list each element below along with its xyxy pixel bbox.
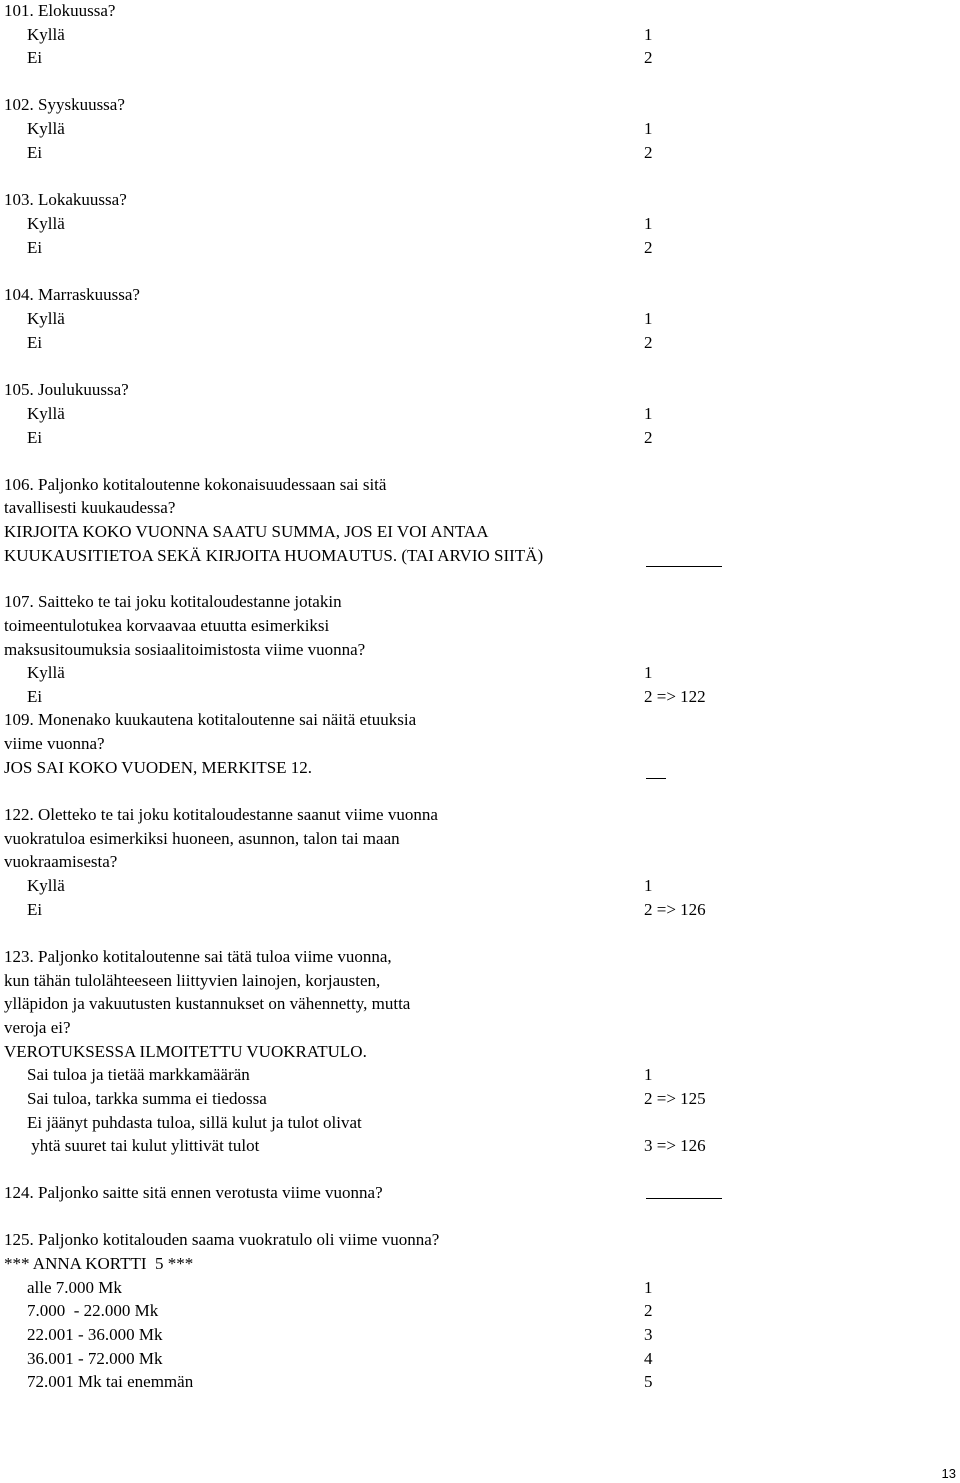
q107-line-1: 107. Saitteko te tai joku kotitaloudestanne jotakin <box>4 592 342 611</box>
q125-option-1: alle 7.000 Mk <box>27 1278 122 1297</box>
page-number: 13 <box>941 1466 956 1481</box>
q104-code-yes: 1 <box>644 309 653 328</box>
q122-option-yes: Kyllä <box>27 876 65 895</box>
q123-line-1: 123. Paljonko kotitaloutenne sai tätä tuloa viime vuonna, <box>4 947 392 966</box>
q106-instruction-2: KUUKAUSITIETOA SEKÄ KIRJOITA HUOMAUTUS. (TAI ARVIO SIITÄ) <box>4 546 544 565</box>
q104-title: 104. Marraskuussa? <box>4 285 140 304</box>
q122-code-yes: 1 <box>644 876 653 895</box>
q106-answer-blank[interactable] <box>646 566 722 567</box>
q123-code-3: 3 => 126 <box>644 1136 706 1155</box>
q109-line-2: viime vuonna? <box>4 734 105 753</box>
q109-instruction: JOS SAI KOKO VUODEN, MERKITSE 12. <box>4 758 313 777</box>
q102-title: 102. Syyskuussa? <box>4 95 125 114</box>
q124-title: 124. Paljonko saitte sitä ennen verotusta viime vuonna? <box>4 1183 383 1202</box>
q125-option-5: 72.001 Mk tai enemmän <box>27 1372 194 1391</box>
q109-line-1: 109. Monenako kuukautena kotitaloutenne sai näitä etuuksia <box>4 710 417 729</box>
q107-code-no: 2 => 122 <box>644 687 706 706</box>
q123-line-4: veroja ei? <box>4 1018 71 1037</box>
q125-code-2: 2 <box>644 1301 653 1320</box>
q104-option-yes: Kyllä <box>27 309 65 328</box>
q106-line-2: tavallisesti kuukaudessa? <box>4 498 176 517</box>
q123-code-1: 1 <box>644 1065 653 1084</box>
q102-option-no: Ei <box>27 143 43 162</box>
q125-option-2: 7.000 - 22.000 Mk <box>27 1301 159 1320</box>
q103-code-yes: 1 <box>644 214 653 233</box>
q101-code-yes: 1 <box>644 25 653 44</box>
q106-instruction-1: KIRJOITA KOKO VUONNA SAATU SUMMA, JOS EI VOI ANTAA <box>4 522 489 541</box>
q104-code-no: 2 <box>644 333 653 352</box>
q106-line-1: 106. Paljonko kotitaloutenne kokonaisuudessaan sai sitä <box>4 475 387 494</box>
q122-line-3: vuokraamisesta? <box>4 852 118 871</box>
q107-line-2: toimeentulotukea korvaavaa etuutta esimerkiksi <box>4 616 330 635</box>
q123-option-1: Sai tuloa ja tietää markkamäärän <box>27 1065 250 1084</box>
q109-answer-blank[interactable] <box>646 778 666 779</box>
q122-line-2: vuokratuloa esimerkiksi huoneen, asunnon, talon tai maan <box>4 829 400 848</box>
q125-code-4: 4 <box>644 1349 653 1368</box>
q104-option-no: Ei <box>27 333 43 352</box>
q102-option-yes: Kyllä <box>27 119 65 138</box>
q102-code-yes: 1 <box>644 119 653 138</box>
q102-code-no: 2 <box>644 143 653 162</box>
q107-line-3: maksusitoumuksia sosiaalitoimistosta viime vuonna? <box>4 640 366 659</box>
q123-instruction: VEROTUKSESSA ILMOITETTU VUOKRATULO. <box>4 1042 367 1061</box>
q101-option-yes: Kyllä <box>27 25 65 44</box>
q125-option-4: 36.001 - 72.000 Mk <box>27 1349 163 1368</box>
q103-code-no: 2 <box>644 238 653 257</box>
q125-code-5: 5 <box>644 1372 653 1391</box>
q105-code-yes: 1 <box>644 404 653 423</box>
q105-title: 105. Joulukuussa? <box>4 380 129 399</box>
q101-code-no: 2 <box>644 48 653 67</box>
q124-answer-blank[interactable] <box>646 1198 722 1199</box>
q125-code-3: 3 <box>644 1325 653 1344</box>
q122-line-1: 122. Oletteko te tai joku kotitaloudestanne saanut viime vuonna <box>4 805 438 824</box>
q123-code-2: 2 => 125 <box>644 1089 706 1108</box>
q103-option-no: Ei <box>27 238 43 257</box>
q107-option-no: Ei <box>27 687 43 706</box>
q107-option-yes: Kyllä <box>27 663 65 682</box>
q125-card-instruction: *** ANNA KORTTI 5 *** <box>4 1254 194 1273</box>
q105-option-no: Ei <box>27 428 43 447</box>
q122-code-no: 2 => 126 <box>644 900 706 919</box>
q105-option-yes: Kyllä <box>27 404 65 423</box>
q105-code-no: 2 <box>644 428 653 447</box>
q125-code-1: 1 <box>644 1278 653 1297</box>
q101-option-no: Ei <box>27 48 43 67</box>
q123-option-3-line-1: Ei jäänyt puhdasta tuloa, sillä kulut ja tulot olivat <box>27 1113 362 1132</box>
q125-option-3: 22.001 - 36.000 Mk <box>27 1325 163 1344</box>
q123-line-2: kun tähän tulolähteeseen liittyvien lainojen, korjausten, <box>4 971 381 990</box>
q122-option-no: Ei <box>27 900 43 919</box>
q103-option-yes: Kyllä <box>27 214 65 233</box>
q123-option-3-line-2: yhtä suuret tai kulut ylittivät tulot <box>27 1136 260 1155</box>
q123-line-3: ylläpidon ja vakuutusten kustannukset on vähennetty, mutta <box>4 994 411 1013</box>
q103-title: 103. Lokakuussa? <box>4 190 127 209</box>
q107-code-yes: 1 <box>644 663 653 682</box>
q123-option-2: Sai tuloa, tarkka summa ei tiedossa <box>27 1089 267 1108</box>
q101-title: 101. Elokuussa? <box>4 1 116 20</box>
q125-title: 125. Paljonko kotitalouden saama vuokratulo oli viime vuonna? <box>4 1230 440 1249</box>
